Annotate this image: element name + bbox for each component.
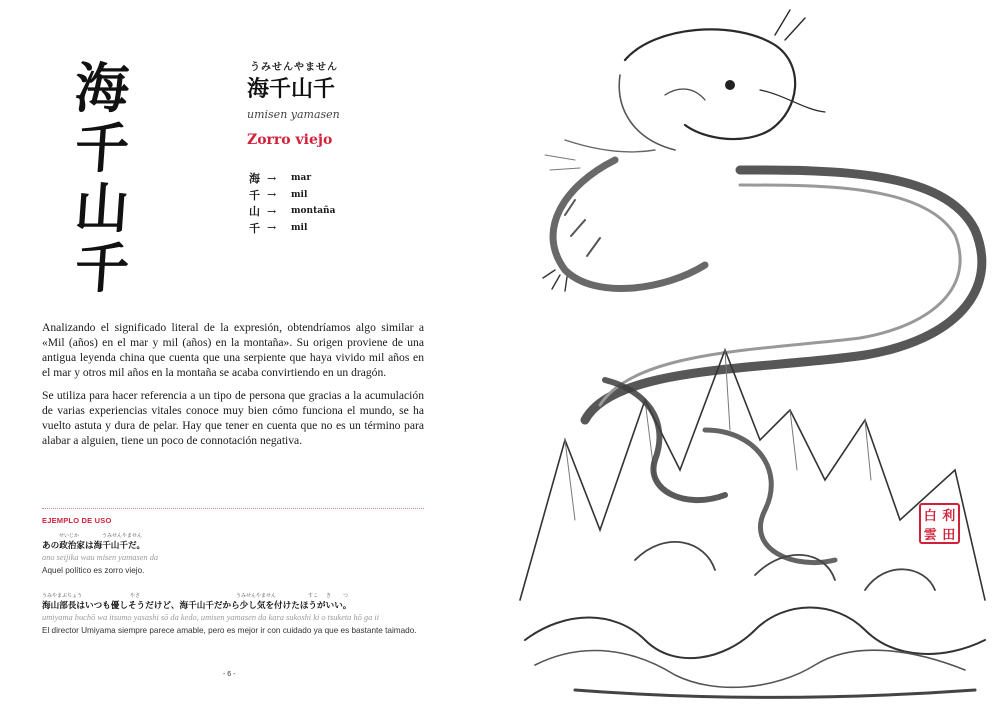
example-ruby — [42, 592, 442, 600]
ruby-text: うみやまぶちょう — [42, 593, 83, 599]
dragon-illustration — [505, 0, 1008, 708]
body-paragraph: Analizando el significado literal de la expresión, obtendríamos algo similar a «Mil (años) en el mar y mil (años) en la montaña». Su origen proviene de una antigua leyenda china que cuenta que una serpiente que haya vivido mil años en el mar y otros mil años en la montaña se acaba convirtiendo en un dragón. — [42, 321, 424, 379]
breakdown-row — [249, 203, 335, 220]
seal-char: 田 — [942, 528, 956, 543]
ruby-text: うみせんやません — [236, 593, 277, 599]
example-1 — [42, 532, 442, 577]
example-translation: El director Umiyama siempre parece amable, pero es mejor ir con cuidado ya que es bastante taimado. — [42, 626, 417, 635]
example-label: EJEMPLO DE USO — [42, 516, 112, 525]
example-romaji: ano seijika wau misen yamasen da — [42, 553, 159, 562]
calligraphy-char: 山 — [72, 176, 132, 240]
breakdown-kanji: 千 — [249, 188, 260, 202]
ruby-text: すこ — [308, 593, 319, 599]
seal-char: 利 — [942, 509, 956, 524]
ruby-text: き — [326, 593, 332, 599]
arrow-icon: → — [267, 221, 277, 235]
arrow-icon: → — [267, 188, 277, 202]
calligraphy-column — [62, 58, 142, 308]
entry-furigana: うみせんやません — [250, 62, 338, 73]
page-number: - 6 - — [223, 671, 236, 678]
entry-romaji: umisen yamasen — [247, 108, 340, 121]
breakdown-meaning: mil — [291, 189, 308, 200]
arrow-icon: → — [267, 204, 277, 218]
breakdown-meaning: mil — [291, 222, 308, 233]
example-translation: Aquel político es zorro viejo. — [42, 566, 145, 575]
body-paragraph: Se utiliza para hacer referencia a un tipo de persona que gracias a la acumulación de varias experiencias vitales conoce muy bien cómo funciona el mundo, se ha vuelto astuta y dura de pelar. Hay que tener en cuenta que no es un término para alabar a alguien, tiene un poco de connotación negativa. — [42, 389, 424, 447]
red-seal-stamp — [919, 503, 960, 544]
example-ruby — [42, 532, 442, 540]
example-japanese: 海山部長はいつも優しそうだけど、海千山千だから少し気を付けたほうがいい。 — [42, 601, 352, 611]
ruby-text: せいじか — [59, 533, 80, 539]
example-japanese: あの政治家は海千山千だ。 — [42, 541, 146, 551]
breakdown-kanji: 千 — [249, 221, 260, 235]
arrow-icon: → — [267, 171, 277, 185]
breakdown-row — [249, 170, 335, 187]
example-romaji: umiyama buchō wa itsumo yasashi sō da kedo, umisen yamasen da kara sukoshi ki o tsuketa hō ga ii — [42, 613, 380, 622]
entry-kanji-title: 海千山千 — [247, 77, 336, 102]
breakdown-meaning: mar — [291, 173, 312, 184]
breakdown-kanji: 海 — [249, 172, 260, 186]
kanji-breakdown — [249, 170, 335, 236]
seal-char: 雲 — [923, 528, 937, 543]
calligraphy-char: 千 — [72, 236, 132, 300]
divider — [42, 508, 424, 509]
ruby-text: やさ — [130, 593, 141, 599]
calligraphy-char: 海 — [72, 56, 132, 120]
breakdown-meaning: montaña — [291, 206, 336, 217]
entry-meaning: Zorro viejo — [247, 132, 333, 148]
ruby-text: うみせんやません — [102, 533, 143, 539]
example-2 — [42, 592, 442, 637]
breakdown-kanji: 山 — [249, 205, 260, 219]
breakdown-row — [249, 220, 335, 237]
breakdown-row — [249, 187, 335, 204]
calligraphy-char: 千 — [72, 116, 132, 180]
ruby-text: つ — [343, 593, 349, 599]
body-text — [42, 320, 424, 456]
seal-char: 白 — [923, 509, 937, 524]
